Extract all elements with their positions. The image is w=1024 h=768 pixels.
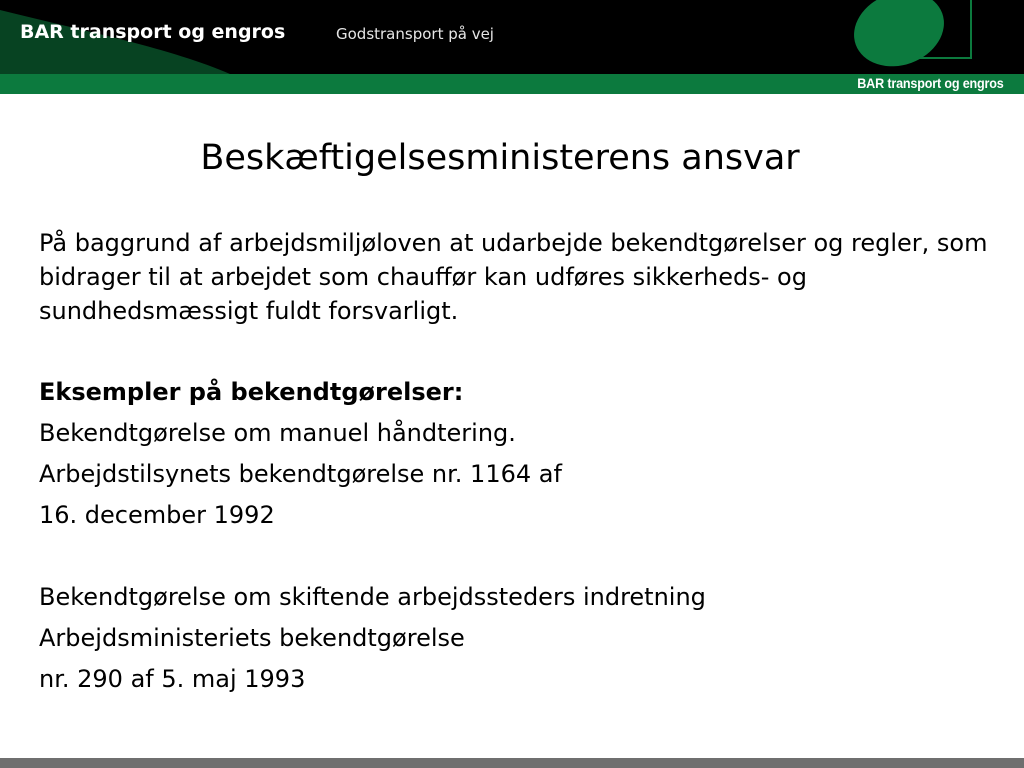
- bottom-bar: [0, 758, 1024, 768]
- example-2: [39, 577, 999, 700]
- example-2-line-2: Arbejdsministeriets bekendtgørelse: [39, 624, 465, 652]
- example-1-line-2: Arbejdstilsynets bekendtgørelse nr. 1164 af: [39, 460, 562, 488]
- slide-content: [39, 226, 999, 700]
- example-1: [39, 413, 999, 536]
- spacer: [39, 536, 999, 577]
- header-tagline: Godstransport på vej: [336, 25, 494, 43]
- example-2-line-1: Bekendtgørelse om skiftende arbejdssteders indretning: [39, 583, 706, 611]
- slide-title: Beskæftigelsesministerens ansvar: [200, 138, 800, 178]
- example-1-line-1: Bekendtgørelse om manuel håndtering.: [39, 419, 516, 447]
- header-bar-brand: BAR transport og engros: [857, 75, 1004, 91]
- example-1-line-3: 16. december 1992: [39, 501, 275, 529]
- example-2-line-3: nr. 290 af 5. maj 1993: [39, 665, 306, 693]
- intro-paragraph: På baggrund af arbejdsmiljøloven at udarbejde bekendtgørelser og regler, som bidrager til at arbejdet som chauffør kan udføres sikkerheds- og sundhedsmæssigt fuldt forsvarligt.: [39, 229, 988, 325]
- header-company-name: BAR transport og engros: [20, 21, 286, 43]
- examples-heading: Eksempler på bekendtgørelser:: [39, 378, 464, 406]
- slide-header: [0, 0, 1024, 94]
